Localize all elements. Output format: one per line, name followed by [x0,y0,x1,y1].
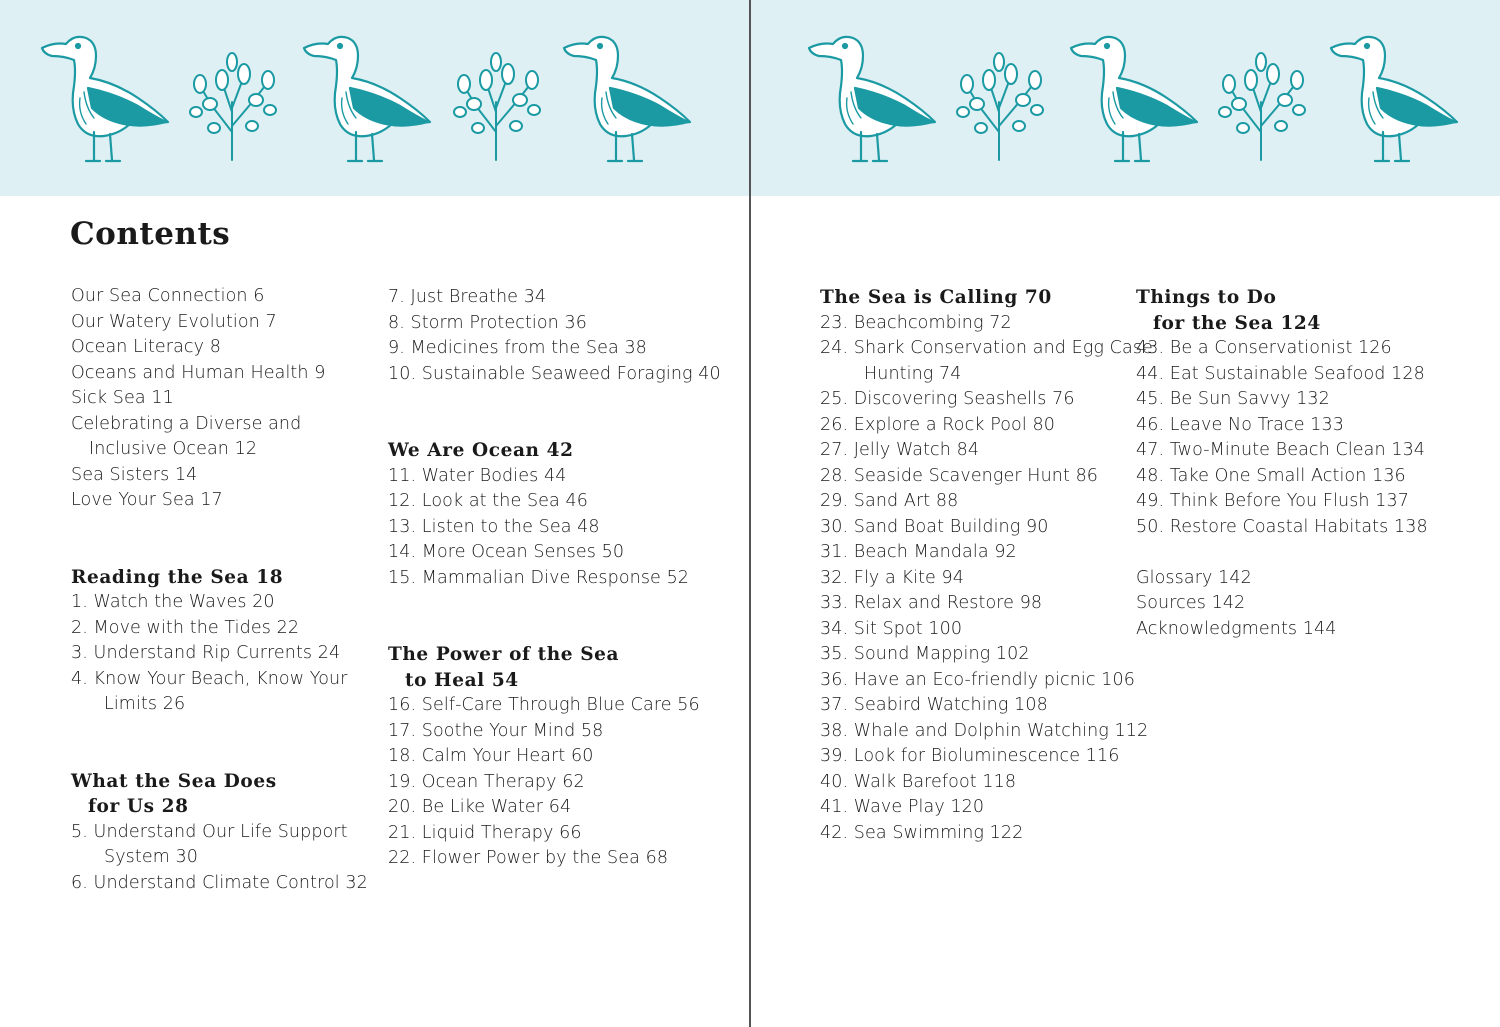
seaweed-icon [957,53,1043,160]
toc-entry[interactable]: 2. Move with the Tides 22 [71,617,300,638]
toc-entry[interactable]: 13. Listen to the Sea 48 [388,516,600,537]
toc-entry[interactable]: Oceans and Human Health 9 [71,362,326,383]
spacer [1136,540,1426,566]
toc-entry[interactable]: 45. Be Sun Savvy 132 [1136,389,1330,409]
toc-entry[interactable]: 19. Ocean Therapy 62 [388,771,585,792]
toc-entry[interactable]: 20. Be Like Water 64 [388,797,572,817]
toc-entry[interactable]: 47. Two-Minute Beach Clean 134 [1136,440,1426,460]
seagull-icon [1071,37,1197,161]
toc-entry[interactable]: Our Watery Evolution 7 [71,311,277,332]
right-page [751,0,1500,1027]
spacer [388,387,728,438]
section-heading-line: to Heal 54 [405,669,519,691]
toc-entry[interactable]: 3. Understand Rip Currents 24 [71,643,341,663]
toc-entry[interactable]: 30. Sand Boat Building 90 [820,516,1049,537]
toc-entry[interactable]: 23. Beachcombing 72 [820,312,1012,333]
toc-entry[interactable]: 10. Sustainable Seaweed Foraging 40 [388,363,721,384]
toc-entry[interactable]: 9. Medicines from the Sea 38 [388,338,647,358]
illustration-right [751,0,1500,196]
toc-entry[interactable]: 46. Leave No Trace 133 [1136,414,1344,435]
toc-entry[interactable]: 34. Sit Spot 100 [820,618,963,639]
toc-entry[interactable]: 5. Understand Our Life Support System 30 [71,821,348,867]
toc-column-3 [820,285,1153,846]
toc-entry[interactable]: Celebrating a Diverse and Inclusive Ocean 12 [71,413,302,459]
toc-entry[interactable]: 24. Shark Conservation and Egg Case Hunting 74 [820,338,1153,384]
toc-entry[interactable]: 33. Relax and Restore 98 [820,593,1043,613]
seaweed-icon [190,53,276,160]
toc-entry[interactable]: 41. Wave Play 120 [820,797,985,817]
toc-entry[interactable]: 44. Eat Sustainable Seafood 128 [1136,363,1425,384]
toc-entry[interactable]: Love Your Sea 17 [71,490,223,510]
toc-entry[interactable]: 49. Think Before You Flush 137 [1136,491,1409,511]
toc-entry[interactable]: 40. Walk Barefoot 118 [820,771,1017,792]
toc-entry[interactable]: 21. Liquid Therapy 66 [388,822,582,843]
toc-entry[interactable]: 48. Take One Small Action 136 [1136,465,1406,486]
toc-entry[interactable]: 12. Look at the Sea 46 [388,491,589,511]
seaweed-icon [454,53,540,160]
section-heading[interactable] [388,642,728,693]
toc-entry[interactable]: Glossary 142 [1136,567,1252,588]
toc-column-4 [1136,285,1426,642]
toc-entry[interactable]: 14. More Ocean Senses 50 [388,542,625,562]
section-heading-line: for Us 28 [88,796,189,817]
spacer [71,718,361,769]
toc-entry[interactable]: Sources 142 [1136,593,1246,613]
toc-entry[interactable]: 42. Sea Swimming 122 [820,822,1024,843]
toc-entry[interactable]: 7. Just Breathe 34 [388,287,547,307]
section-heading[interactable] [71,769,361,820]
toc-entry[interactable]: 37. Seabird Watching 108 [820,695,1048,715]
section-heading[interactable]: The Sea is Calling 70 [820,287,1052,308]
toc-entry[interactable]: Our Sea Connection 6 [71,286,265,306]
section-heading[interactable]: Reading the Sea 18 [71,566,284,588]
illustration-band-right [751,0,1500,196]
section-heading-line: The Power of the Sea [388,644,620,665]
illustration-left [0,0,749,196]
toc-entry[interactable]: 35. Sound Mapping 102 [820,644,1030,664]
toc-entry[interactable]: 16. Self-Care Through Blue Care 56 [388,695,700,715]
spacer [71,514,361,565]
section-heading-line: What the Sea Does [71,770,277,792]
toc-entry[interactable]: 28. Seaside Scavenger Hunt 86 [820,465,1099,486]
toc-entry[interactable]: Acknowledgments 144 [1136,618,1337,639]
toc-entry[interactable]: 6. Understand Climate Control 32 [71,872,368,893]
section-heading-line: Things to Do [1136,287,1277,308]
toc-entry[interactable]: 26. Explore a Rock Pool 80 [820,414,1055,435]
toc-entry[interactable]: 25. Discovering Seashells 76 [820,389,1075,409]
toc-entry[interactable]: 27. Jelly Watch 84 [820,440,980,460]
seagull-icon [1331,37,1457,161]
toc-entry[interactable]: Ocean Literacy 8 [71,337,221,357]
page-title: Contents [70,216,231,252]
toc-entry[interactable]: 29. Sand Art 88 [820,491,959,511]
toc-entry[interactable]: 4. Know Your Beach, Know Your Limits 26 [71,668,348,714]
section-heading[interactable] [1136,285,1426,336]
toc-entry[interactable]: 43. Be a Conservationist 126 [1136,338,1392,358]
toc-entry[interactable]: 15. Mammalian Dive Response 52 [388,567,690,588]
illustration-band-left [0,0,749,196]
seagull-icon [809,37,935,161]
toc-entry[interactable]: 32. Fly a Kite 94 [820,567,965,588]
toc-entry[interactable]: Sea Sisters 14 [71,464,198,485]
toc-entry[interactable]: 8. Storm Protection 36 [388,312,587,333]
toc-entry[interactable]: 1. Watch the Waves 20 [71,592,275,612]
toc-entry[interactable]: 38. Whale and Dolphin Watching 112 [820,720,1149,741]
toc-entry[interactable]: 50. Restore Coastal Habitats 138 [1136,516,1428,537]
toc-entry[interactable]: 11. Water Bodies 44 [388,465,567,486]
toc-entry[interactable]: 36. Have an Eco-friendly picnic 106 [820,669,1135,690]
left-page [0,0,749,1027]
toc-column-2 [388,285,728,872]
seaweed-icon [1219,53,1305,160]
section-heading-line: for the Sea 124 [1153,312,1321,334]
seagull-icon [42,37,168,161]
toc-entry[interactable]: Sick Sea 11 [71,388,174,408]
toc-column-1 [71,284,368,896]
toc-entry[interactable]: 17. Soothe Your Mind 58 [388,720,604,741]
toc-entry[interactable]: 22. Flower Power by the Sea 68 [388,848,669,868]
seagull-icon [564,37,690,161]
section-heading[interactable]: We Are Ocean 42 [388,440,574,461]
toc-entry[interactable]: 39. Look for Bioluminescence 116 [820,746,1120,766]
seagull-icon [304,37,430,161]
toc-entry[interactable]: 18. Calm Your Heart 60 [388,746,594,766]
spacer [388,591,728,642]
toc-entry[interactable]: 31. Beach Mandala 92 [820,542,1017,562]
